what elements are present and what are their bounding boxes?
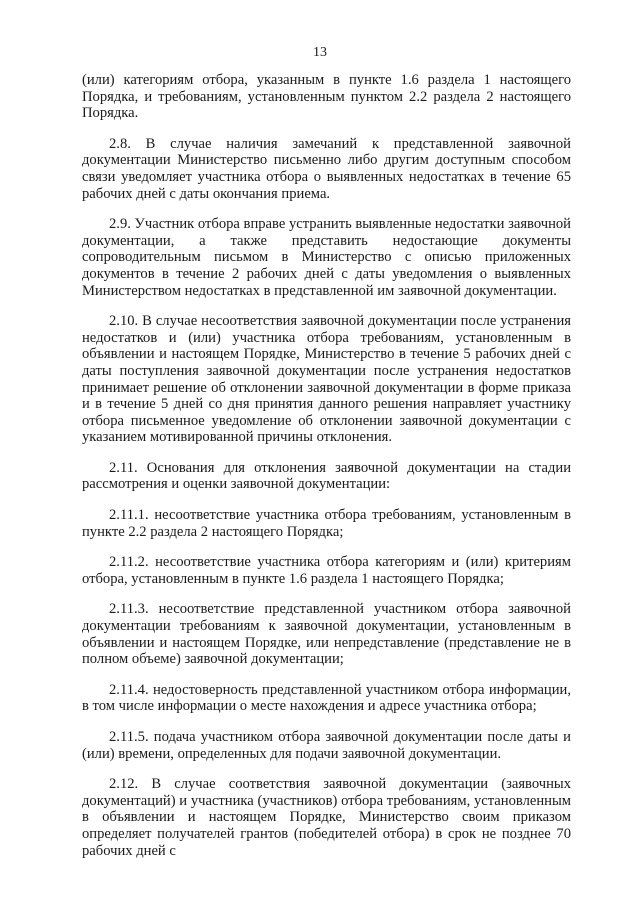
paragraph-2-11-3: 2.11.3. несоответствие представленной участником отбора заявочной документации требованиям к заявочной документации, установленным в объявлении и настоящем Порядке, или непредставление (представление не в полном объеме) заявочной документации;	[82, 601, 571, 668]
paragraph-2-10: 2.10. В случае несоответствия заявочной документации после устранения недостатков и (или) участника отбора требованиям, установленным в объявлении и настоящем Порядке, Министерство в течение 5 рабочих дней с даты поступления заявочной документации после устранения недостатков принимает решение об отклонении заявочной документации в форме приказа и в течение 5 дней со дня принятия данного решения направляет участнику отбора письменное уведомление об отклонении заявочной документации с указанием мотивированной причины отклонения.	[82, 313, 571, 446]
paragraph-2-9: 2.9. Участник отбора вправе устранить выявленные недостатки заявочной документации, а также представить недостающие документы сопроводительным письмом в Министерство с описью приложенных документов в течение 2 рабочих дней с даты уведомления о выявленных Министерством недостатках в представленной им заявочной документации.	[82, 216, 571, 299]
paragraph-2-12: 2.12. В случае соответствия заявочной документации (заявочных документаций) и участника (участников) отбора требованиям, установленным в объявлении и настоящем Порядке, Министерство своим приказом определяет получателей грантов (победителей отбора) в срок не позднее 70 рабочих дней с	[82, 776, 571, 859]
paragraph-2-11: 2.11. Основания для отклонения заявочной документации на стадии рассмотрения и оценки заявочной документации:	[82, 459, 571, 493]
paragraph-continuation: (или) категориям отбора, указанным в пункте 1.6 раздела 1 настоящего Порядка, и требованиям, установленным пунктом 2.2 раздела 2 настоящего Порядка.	[82, 72, 571, 122]
paragraph-2-11-4: 2.11.4. недостоверность представленной участником отбора информации, в том числе информации о месте нахождения и адресе участника отбора;	[82, 681, 571, 715]
paragraph-2-11-2: 2.11.2. несоответствие участника отбора категориям и (или) критериям отбора, установленным в пункте 1.6 раздела 1 настоящего Порядка;	[82, 554, 571, 587]
paragraph-2-11-1: 2.11.1. несоответствие участника отбора требованиям, установленным в пункте 2.2 раздела 2 настоящего Порядка;	[82, 507, 571, 540]
document-body	[82, 72, 571, 873]
paragraph-2-11-5: 2.11.5. подача участником отбора заявочной документации после даты и (или) времени, определенных для подачи заявочной документации.	[82, 729, 571, 762]
page-number: 13	[313, 45, 327, 60]
paragraph-2-8: 2.8. В случае наличия замечаний к представленной заявочной документации Министерство письменно либо другим доступным способом связи уведомляет участника отбора о выявленных недостатках в течение 65 рабочих дней с даты окончания приема.	[82, 135, 571, 202]
